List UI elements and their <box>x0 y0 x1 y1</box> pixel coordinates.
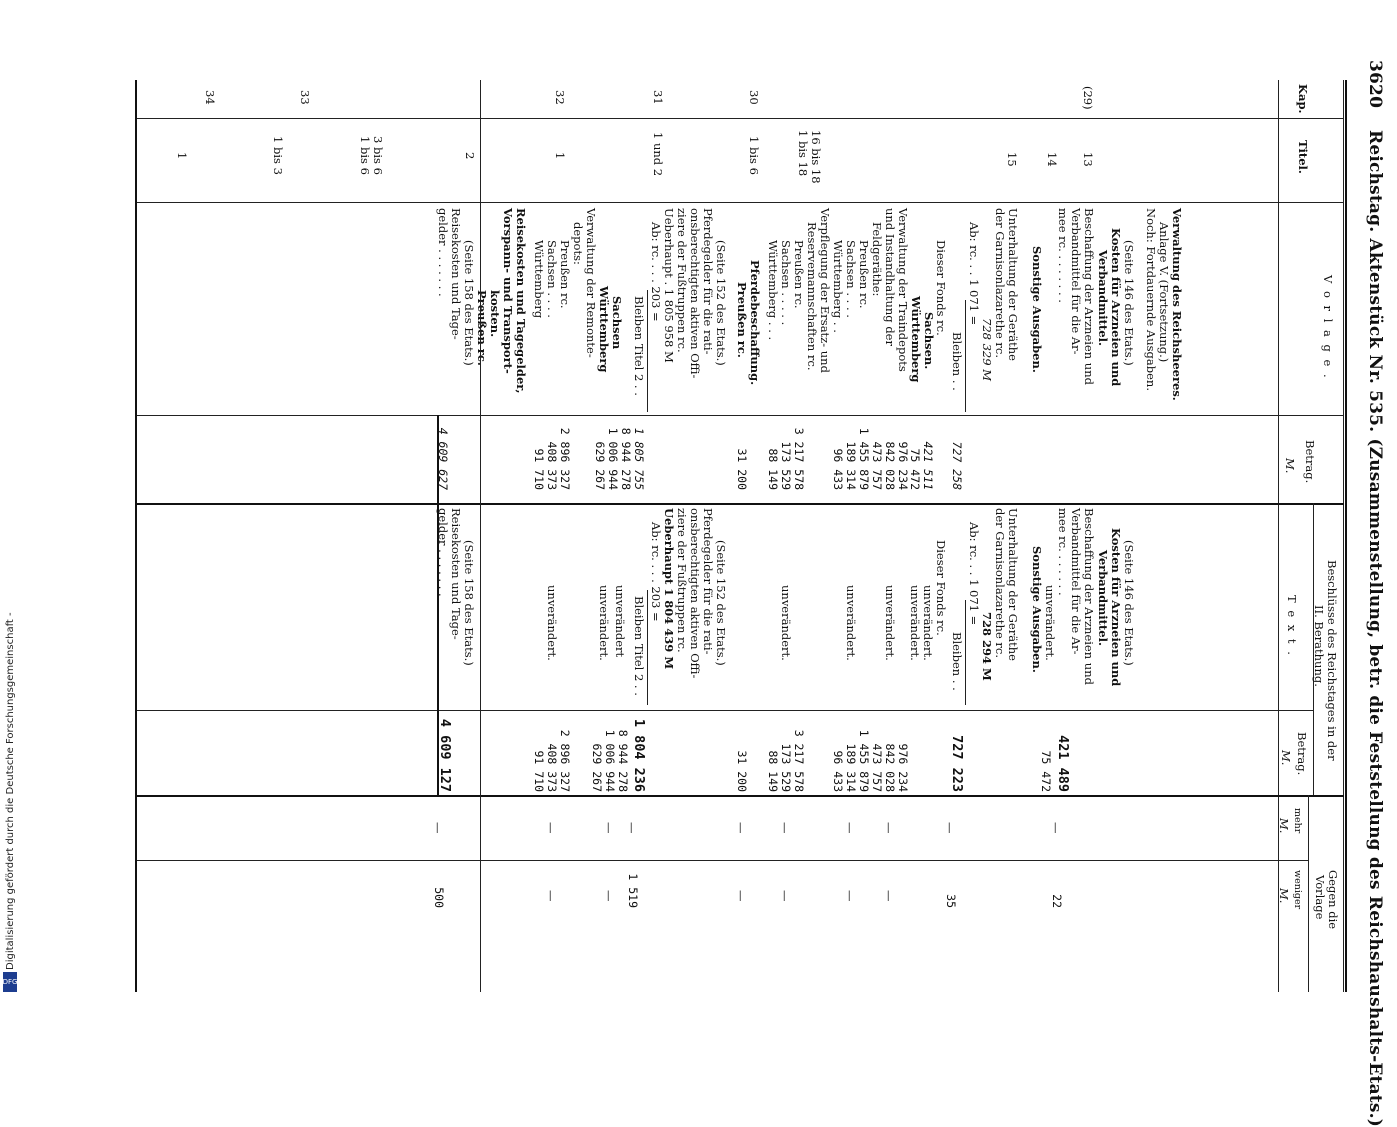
beschluss-line-12: Bleiben . . <box>950 632 964 691</box>
vorlage-amount-2: 727 258 <box>950 441 964 490</box>
titel-2: 2 <box>463 152 477 160</box>
vorlage-amount-11: 88 149 <box>766 448 780 490</box>
vorlage-line-26: Preußen rc. <box>792 240 806 309</box>
titel-1-2: 1 und 2 <box>651 132 665 177</box>
header-weniger: weniger <box>1292 870 1303 910</box>
beschluss-line-11: Ab: rc. . . 1 071 = <box>967 522 981 626</box>
vorlage-line-41: depots: <box>571 222 585 265</box>
beschluss-line-28: unverändert. <box>545 585 559 661</box>
weniger-amount-1: 35 <box>944 894 958 908</box>
kap-29: (29) <box>1081 86 1095 110</box>
beschluss-line-30: Reisekosten und Tage- <box>449 508 463 640</box>
vorlage-line-6: Beschaffung der Arzneien und <box>1082 208 1096 385</box>
beschluss-line-29: (Seite 158 des Etats.) <box>462 540 476 666</box>
vorlage-line-15: Dieser Fonds rc. <box>934 240 948 336</box>
titel-3-6: 3 bis 6 <box>371 136 385 175</box>
weniger-amount-3: 500 <box>432 887 446 908</box>
vorlage-line-24: Verpflegung der Ersatz- und <box>818 208 832 373</box>
vorlage-line-28: Württemberg . . . <box>766 240 780 341</box>
vorlage-amount-8: 96 433 <box>831 448 845 490</box>
vorlage-amount-4: 842 028 <box>883 441 897 490</box>
row-rule-34 <box>480 80 481 992</box>
vorlage-line-8: mee rc. . . . . . . . <box>1056 208 1070 303</box>
header-beschluesse-1: Beschlüsse des Reichstages in der <box>1325 560 1339 761</box>
mehr-dash-7: — <box>625 822 639 834</box>
weniger-dash-1: — <box>882 890 896 902</box>
vorlage-line-25: Reservemannschaften rc. <box>805 222 819 371</box>
gegen-subheader-rule <box>1308 795 1309 992</box>
beschluss-amount-2: 727 223 <box>949 735 965 792</box>
vorlage-amount-5: 473 757 <box>870 441 884 490</box>
mehr-dash-5: — <box>778 822 792 834</box>
vorlage-amount-3: 976 234 <box>896 441 910 490</box>
beschluss-amount-0: 421 489 <box>1055 735 1071 792</box>
beschluss-line-15: unverändert. <box>908 585 922 661</box>
vorlage-line-32: Pferdegelder für die rati- <box>701 208 715 355</box>
vorlage-line-4: Kosten für Arzneien und <box>1109 228 1123 387</box>
beschluss-line-22: ziere der Fußtruppen rc. <box>675 508 689 653</box>
header-beschluesse-2: II. Berathung. <box>1312 605 1326 687</box>
vorlage-line-27: Sachsen . . . . . <box>779 240 793 326</box>
beschluss-line-1: Kosten für Arzneien und <box>1109 528 1123 687</box>
table-bottom-rule <box>135 80 137 992</box>
vorlage-line-50: Reisekosten und Tage- <box>449 208 463 340</box>
vorlage-line-16: Sachsen. <box>922 312 936 370</box>
vorlage-line-5: Verbandmittel. <box>1096 250 1110 346</box>
titel-16-18: 16 bis 18 <box>809 130 823 184</box>
kap-31: 31 <box>651 90 665 105</box>
beschluss-line-13: Dieser Fonds rc. <box>934 540 948 636</box>
beschluss-line-3: Beschaffung der Arzneien und <box>1082 508 1096 685</box>
beschluss-line-7: Sonstige Ausgaben. <box>1030 546 1044 673</box>
table-top-rule <box>1345 80 1347 992</box>
beschluss-amount-15: 1 006 944 <box>603 729 617 792</box>
col-divider-text <box>137 710 1314 711</box>
kap-33: 33 <box>298 90 312 105</box>
beschluss-amount-14: 8 944 278 <box>616 729 630 792</box>
beschluss-amount-7: 189 314 <box>844 743 858 792</box>
header-gegen-1: Gegen die <box>1326 870 1340 930</box>
vorlage-line-22: Sachsen . . . . <box>844 240 858 318</box>
titel-15: 15 <box>1005 152 1019 167</box>
header-gegen-2: Vorlage <box>1313 875 1327 920</box>
header-betrag-vorlage: Betrag. <box>1303 440 1317 484</box>
table-top-rule-inner <box>1343 80 1344 992</box>
beschluss-line-24: Ab: rc. . . . 203 = <box>649 522 663 622</box>
beschluss-line-20: Pferdegelder für die rati- <box>701 508 715 655</box>
mehr-dash-1: — <box>1049 822 1063 834</box>
vorlage-line-17: Württemberg <box>909 296 923 383</box>
beschluss-amount-17: 2 896 327 <box>558 729 572 792</box>
col-divider-beschluss <box>137 795 1344 797</box>
header-mark-weniger: M. <box>1277 888 1291 904</box>
vorlage-line-46: Vorspann- und Transport- <box>501 208 515 374</box>
weniger-amount-2: 1 519 <box>626 873 640 908</box>
beschluss-line-5: mee rc. . . . . . . <box>1056 508 1070 596</box>
beschluss-line-19: (Seite 152 des Etats.) <box>714 540 728 666</box>
beschluss-line-16: unverändert. <box>883 585 897 661</box>
beschluss-line-26: unverändert <box>613 585 627 658</box>
vorlage-line-21: Preußen rc. <box>857 240 871 309</box>
beschluss-amount-20: 4 609 127 <box>437 718 453 792</box>
vorlage-line-47: kosten. <box>488 290 502 338</box>
header-mehr: mehr <box>1292 808 1303 834</box>
page-number: 3620 <box>1365 60 1385 109</box>
beschluss-line-0: (Seite 146 des Etats.) <box>1122 540 1136 666</box>
vorlage-line-19: und Instandhaltung der <box>883 208 897 346</box>
vorlage-amount-16: 629 267 <box>593 441 607 490</box>
col-divider-vorlage <box>137 415 1344 416</box>
beschluss-line-21: onsberechtigten aktiven Offi- <box>688 508 702 679</box>
header-bottom-rule <box>1278 80 1279 992</box>
beschluss-line-9: der Garnisonlazarethe rc. <box>993 508 1007 659</box>
vorlage-amount-1: 75 472 <box>908 448 922 490</box>
titel-13: 13 <box>1081 152 1095 167</box>
vorlage-amount-19: 91 710 <box>532 448 546 490</box>
vorlage-line-12: 728 329 M <box>980 318 994 381</box>
weniger-amount-0: 22 <box>1050 894 1064 908</box>
header-kap: Kap. <box>1296 84 1310 114</box>
header-vorlage: V o r l a g e . <box>1321 275 1335 380</box>
titel-1-6-b: 1 bis 6 <box>358 136 372 175</box>
beschluss-line-31: gelder . . . . . . . <box>436 508 450 597</box>
beschluss-amount-13: 1 804 236 <box>631 718 647 792</box>
beschluss-line-10: 728 294 M <box>980 612 994 681</box>
mehr-dash-9: — <box>544 822 558 834</box>
weniger-dash-4: — <box>734 890 748 902</box>
vorlage-sum-rule-1 <box>965 300 966 412</box>
beschluss-amount-18: 408 373 <box>545 743 559 792</box>
vorlage-line-11: der Garnisonlazarethe rc. <box>993 208 1007 359</box>
beschluss-line-4: Verbandmittel für die Ar- <box>1069 508 1083 655</box>
vorlage-line-40: Verwaltung der Remonte- <box>584 208 598 358</box>
header-betrag-beschluss: Betrag. <box>1295 732 1309 776</box>
beschluss-sum-rule-1 <box>965 600 966 705</box>
beschluss-line-14: unverändert. <box>921 585 935 661</box>
titel-1-b: 1 <box>175 152 189 160</box>
vorlage-amount-9: 3 217 578 <box>792 427 806 490</box>
beschluss-line-27: unverändert. <box>597 585 611 661</box>
vorlage-line-7: Verbandmittel für die Ar- <box>1069 208 1083 355</box>
vorlage-line-18: Verwaltung der Traindepots <box>896 208 910 372</box>
beschluss-line-2: Verbandmittel. <box>1096 550 1110 646</box>
vorlage-line-23: Württemberg . . <box>831 240 845 333</box>
beschluss-amount-1: 75 472 <box>1039 750 1053 792</box>
vorlage-line-2: Noch: Fortdauernde Ausgaben. <box>1144 208 1158 391</box>
vorlage-amount-20: 4 609 627 <box>436 427 450 490</box>
vorlage-line-51: gelder . . . . . . . <box>436 208 450 297</box>
header-mark-mehr: M. <box>1277 818 1291 834</box>
vorlage-line-10: Unterhaltung der Geräthe <box>1006 208 1020 361</box>
mehr-dash-6: — <box>734 822 748 834</box>
col-divider-betrag <box>137 503 1344 505</box>
weniger-dash-5: — <box>602 890 616 902</box>
vorlage-line-48: Preußen rc. <box>475 290 489 366</box>
vorlage-amount-17: 2 896 327 <box>558 427 572 490</box>
header-titel: Titel. <box>1296 140 1310 174</box>
page-title: Reichstag. Aktenstück Nr. 535. (Zusammenstellung, betr. die Feststellung des Reichshaushalts-Etats.) <box>1365 130 1385 1127</box>
vorlage-amount-15: 1 006 944 <box>606 427 620 490</box>
vorlage-amount-0: 421 511 <box>921 441 935 490</box>
titel-14: 14 <box>1045 152 1059 167</box>
beschluss-line-6: unverändert. <box>1043 585 1057 661</box>
vorlage-line-0: Verwaltung des Reichsheeres. <box>1170 208 1184 401</box>
vorlage-line-30: Preußen rc. <box>735 282 749 358</box>
beschluss-amount-12: 31 200 <box>735 750 749 792</box>
mehr-dash-2: — <box>943 822 957 834</box>
vorlage-line-3: (Seite 146 des Etats.) <box>1122 240 1136 366</box>
beschluss-line-25: Bleiben Titel 2 . . <box>632 596 646 696</box>
digitization-text: Digitalisierung gefördert durch die Deutsche Forschungsgemeinschaft - <box>5 612 16 970</box>
vorlage-line-31: (Seite 152 des Etats.) <box>714 240 728 366</box>
vorlage-amount-10: 173 529 <box>779 441 793 490</box>
kap-32: 32 <box>553 90 567 105</box>
mehr-dash-8: — <box>602 822 616 834</box>
mehr-dash-3: — <box>882 822 896 834</box>
beschluss-sum-rule-2 <box>647 590 648 705</box>
vorlage-line-36: Ab: rc. . . . 203 = <box>649 222 663 322</box>
header-mark-vorlage: M. <box>1283 458 1297 474</box>
vorlage-amount-13: 1 805 755 <box>632 427 646 490</box>
weniger-dash-6: — <box>544 890 558 902</box>
col-divider-titel <box>137 202 1344 203</box>
weniger-dash-2: — <box>843 890 857 902</box>
vorlage-line-42: Preußen rc. <box>558 240 572 309</box>
titel-1-6-a: 1 bis 6 <box>747 136 761 175</box>
beschluss-amount-4: 842 028 <box>883 743 897 792</box>
vorlage-amount-14: 8 944 278 <box>619 427 633 490</box>
vorlage-line-45: Reisekosten und Tagegelder, <box>514 208 528 394</box>
beschluss-amount-6: 1 455 879 <box>857 729 871 792</box>
vorlage-line-9: Sonstige Ausgaben. <box>1030 246 1044 373</box>
vorlage-line-13: Ab: rc. . . 1 071 = <box>967 222 981 326</box>
beschluss-line-17: unverändert. <box>844 585 858 661</box>
total-rule <box>437 415 439 795</box>
vorlage-sum-rule-2 <box>647 290 648 412</box>
beschluss-amount-8: 96 433 <box>831 750 845 792</box>
digitization-notice <box>2 432 18 992</box>
vorlage-line-34: ziere der Fußtruppen rc. <box>675 208 689 353</box>
beschluss-amount-16: 629 267 <box>590 743 604 792</box>
kap-34: 34 <box>203 90 217 105</box>
header-text: T e x t . <box>1285 595 1299 657</box>
vorlage-amount-18: 408 373 <box>545 441 559 490</box>
beschluss-line-23: Ueberhaupt 1 804 439 M <box>662 508 676 670</box>
vorlage-line-38: Sachsen <box>610 296 624 350</box>
beschluss-amount-11: 88 149 <box>766 750 780 792</box>
vorlage-line-14: Bleiben . . <box>950 332 964 391</box>
col-divider-mehr <box>137 860 1309 861</box>
mehr-dash-4: — <box>843 822 857 834</box>
vorlage-line-39: Württemberg <box>597 286 611 373</box>
vorlage-line-33: onsberechtigten aktiven Offi- <box>688 208 702 379</box>
vorlage-line-49: (Seite 158 des Etats.) <box>462 240 476 366</box>
beschluss-amount-5: 473 757 <box>870 743 884 792</box>
titel-1-a: 1 <box>553 152 567 160</box>
vorlage-amount-7: 189 314 <box>844 441 858 490</box>
dfg-logo: DFG <box>3 972 17 992</box>
vorlage-amount-6: 1 455 879 <box>857 427 871 490</box>
vorlage-line-44: Württemberg <box>532 240 546 319</box>
beschluss-amount-9: 3 217 578 <box>792 729 806 792</box>
weniger-dash-3: — <box>778 890 792 902</box>
vorlage-line-37: Bleiben Titel 2 . . <box>632 296 646 396</box>
col-divider-kap <box>137 118 1344 119</box>
beschluss-amount-3: 976 234 <box>896 743 910 792</box>
vorlage-amount-12: 31 200 <box>735 448 749 490</box>
vorlage-line-1: Anlage V. (Fortsetzung.) <box>1157 222 1171 363</box>
beschluss-amount-19: 91 710 <box>532 750 546 792</box>
beschluss-line-8: Unterhaltung der Geräthe <box>1006 508 1020 661</box>
vorlage-line-29: Pferdebeschaffung. <box>748 260 762 386</box>
vorlage-line-35: Ueberhaupt . 1 805 958 M <box>662 208 676 363</box>
titel-1-3: 1 bis 3 <box>271 136 285 175</box>
vorlage-line-43: Sachsen . . . . <box>545 240 559 318</box>
beschluss-line-18: unverändert. <box>779 585 793 661</box>
titel-1-18: 1 bis 18 <box>796 130 810 177</box>
vorlage-line-20: Feldgeräthe: <box>870 222 884 297</box>
kap-30: 30 <box>747 90 761 105</box>
beschluss-amount-10: 173 529 <box>779 743 793 792</box>
mehr-dash-10: — <box>431 822 445 834</box>
header-mark-beschluss: M. <box>1279 750 1293 766</box>
